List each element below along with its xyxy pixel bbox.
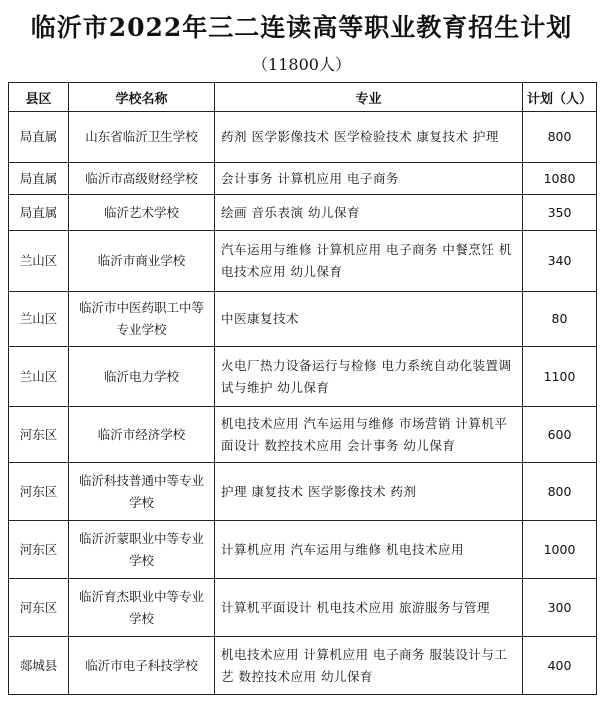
major-cell: 药剂 医学影像技术 医学检验技术 康复技术 护理 xyxy=(215,112,523,163)
district-cell: 兰山区 xyxy=(9,231,69,292)
plan-cell: 400 xyxy=(523,637,597,695)
district-cell: 局直属 xyxy=(9,195,69,231)
plan-cell: 300 xyxy=(523,579,597,637)
major-cell: 绘画 音乐表演 幼儿保育 xyxy=(215,195,523,231)
major-cell: 汽车运用与维修 计算机应用 电子商务 中餐烹饪 机电技术应用 幼儿保育 xyxy=(215,231,523,292)
header-school: 学校名称 xyxy=(69,83,215,112)
major-cell: 机电技术应用 计算机应用 电子商务 服装设计与工艺 数控技术应用 幼儿保育 xyxy=(215,637,523,695)
document-title: 临沂市2022年三二连读高等职业教育招生计划 xyxy=(30,13,573,42)
plan-cell: 340 xyxy=(523,231,597,292)
major-cell: 计算机应用 汽车运用与维修 机电技术应用 xyxy=(215,521,523,579)
district-cell: 河东区 xyxy=(9,521,69,579)
plan-cell: 800 xyxy=(523,463,597,521)
district-cell: 兰山区 xyxy=(9,347,69,407)
school-cell: 临沂电力学校 xyxy=(69,347,215,407)
enrollment-plan-table xyxy=(8,82,597,695)
district-cell: 河东区 xyxy=(9,463,69,521)
major-cell: 机电技术应用 汽车运用与维修 市场营销 计算机平面设计 数控技术应用 会计事务 幼儿保育 xyxy=(215,407,523,463)
table-row xyxy=(9,347,597,407)
district-cell: 郯城县 xyxy=(9,637,69,695)
school-cell: 临沂市高级财经学校 xyxy=(69,163,215,195)
plan-cell: 600 xyxy=(523,407,597,463)
table-header-row xyxy=(9,83,597,112)
school-cell: 临沂沂蒙职业中等专业学校 xyxy=(69,521,215,579)
plan-cell: 80 xyxy=(523,292,597,347)
table-row xyxy=(9,112,597,163)
table-row xyxy=(9,231,597,292)
major-cell: 火电厂热力设备运行与检修 电力系统自动化装置调试与维护 幼儿保育 xyxy=(215,347,523,407)
district-cell: 局直属 xyxy=(9,163,69,195)
district-cell: 河东区 xyxy=(9,407,69,463)
header-major: 专业 xyxy=(215,83,523,112)
plan-cell: 350 xyxy=(523,195,597,231)
plan-cell: 1000 xyxy=(523,521,597,579)
table-row xyxy=(9,195,597,231)
school-cell: 临沂科技普通中等专业学校 xyxy=(69,463,215,521)
table-row xyxy=(9,463,597,521)
plan-cell: 1080 xyxy=(523,163,597,195)
school-cell: 临沂育杰职业中等专业学校 xyxy=(69,579,215,637)
table-row xyxy=(9,579,597,637)
school-cell: 临沂市中医药职工中等专业学校 xyxy=(69,292,215,347)
major-cell: 护理 康复技术 医学影像技术 药剂 xyxy=(215,463,523,521)
major-cell: 中医康复技术 xyxy=(215,292,523,347)
plan-cell: 1100 xyxy=(523,347,597,407)
table-row xyxy=(9,292,597,347)
school-cell: 山东省临沂卫生学校 xyxy=(69,112,215,163)
school-cell: 临沂艺术学校 xyxy=(69,195,215,231)
table-row xyxy=(9,521,597,579)
table-row xyxy=(9,637,597,695)
major-cell: 计算机平面设计 机电技术应用 旅游服务与管理 xyxy=(215,579,523,637)
plan-cell: 800 xyxy=(523,112,597,163)
table-row xyxy=(9,163,597,195)
document-subtitle: （11800人） xyxy=(252,55,351,74)
school-cell: 临沂市商业学校 xyxy=(69,231,215,292)
school-cell: 临沂市电子科技学校 xyxy=(69,637,215,695)
district-cell: 兰山区 xyxy=(9,292,69,347)
major-cell: 会计事务 计算机应用 电子商务 xyxy=(215,163,523,195)
district-cell: 局直属 xyxy=(9,112,69,163)
table-row xyxy=(9,407,597,463)
district-cell: 河东区 xyxy=(9,579,69,637)
school-cell: 临沂市经济学校 xyxy=(69,407,215,463)
header-plan: 计划（人） xyxy=(523,83,597,112)
header-district: 县区 xyxy=(9,83,69,112)
